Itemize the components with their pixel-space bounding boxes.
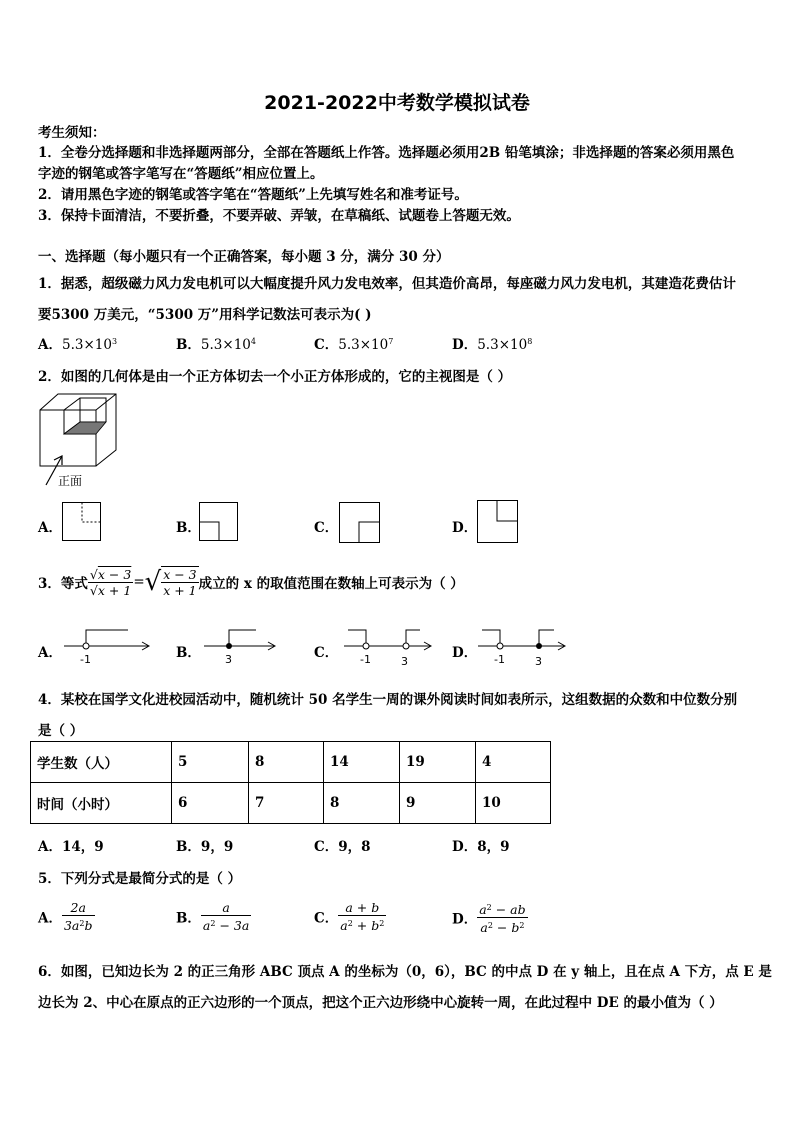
q5-option-b[interactable]: B． $\frac{a}{a^2 - 3a}$	[176, 900, 250, 933]
q3-rhs-fraction: $\frac{x - 3}{x + 1}$	[163, 567, 197, 598]
svg-text:3: 3	[225, 653, 232, 666]
table-cell: 学生数（人）	[31, 742, 172, 783]
table-cell: 时间（小时）	[31, 783, 172, 824]
q5-option-c[interactable]: C． $\frac{a + b}{a^2 + b^2}$	[314, 900, 385, 933]
q2-option-a[interactable]	[62, 502, 102, 542]
q6-line-2: 边长为 2、中心在原点的正六边形的一个顶点，把这个正六边形绕中心旋转一周，在此过程中 DE 的最小值为（ ）	[38, 995, 723, 1011]
table-cell: 14	[324, 742, 400, 783]
notice-line-3: 3．保持卡面清洁，不要折叠，不要弄破、弄皱，在草稿纸、试题卷上答题无效。	[38, 208, 520, 224]
q3-option-d[interactable]	[478, 626, 572, 670]
table-cell: 5	[172, 742, 249, 783]
q2-option-b[interactable]	[199, 502, 239, 542]
page-title: 2021-2022中考数学模拟试卷	[264, 92, 530, 114]
table-cell: 8	[324, 783, 400, 824]
q1-line-1: 1．据悉，超级磁力风力发电机可以大幅度提升风力发电效率，但其造价高昂，每座磁力风力发电机，其建造花费估计	[38, 276, 736, 292]
notice-line-1b: 字迹的钢笔或答字笔写在“答题纸”相应位置上。	[38, 166, 324, 182]
q2-label-d: D．	[452, 520, 478, 536]
q2-label-c: C．	[314, 520, 339, 536]
q3-label-c: C．	[314, 645, 339, 661]
q2-label-b: B．	[176, 520, 201, 536]
svg-text:-1: -1	[494, 653, 505, 666]
q3-label-a: A．	[38, 645, 62, 661]
q4-table	[30, 741, 551, 824]
q3-line: 3．等式 $\frac{√x - 3}{√x + 1}$ =√ $\frac{x - 3}{x + 1}$ 成立的 x 的取值范围在数轴上可表示为（ ）	[38, 566, 464, 598]
q2-label-a: A．	[38, 520, 62, 536]
q4-option-d[interactable]: D．8，9	[452, 839, 510, 855]
q5-option-a[interactable]: A． $\frac{2a}{3a^2b}$	[38, 900, 93, 933]
table-cell: 10	[476, 783, 551, 824]
q3-label-d: D．	[452, 645, 478, 661]
notice-line-2: 2．请用黑色字迹的钢笔或答字笔在“答题纸”上先填写姓名和准考证号。	[38, 187, 468, 203]
q4-option-c[interactable]: C．9，8	[314, 839, 371, 855]
svg-text:-1: -1	[360, 653, 371, 666]
q1-line-2: 要5300 万美元，“5300 万”用科学记数法可表示为( )	[38, 307, 372, 323]
q2-front-label: 正面	[58, 474, 83, 488]
q3-lhs-fraction: $\frac{√x - 3}{√x + 1}$	[89, 566, 132, 598]
q2-solid-figure	[36, 392, 126, 492]
q6-line-1: 6．如图，已知边长为 2 的正三角形 ABC 顶点 A 的坐标为（0，6），BC 的中点 D 在 y 轴上，且在点 A 下方，点 E 是	[38, 964, 772, 980]
q4-option-b[interactable]: B．9，9	[176, 839, 234, 855]
q3-option-a[interactable]	[64, 626, 154, 670]
notice-line-1a: 1．全卷分选择题和非选择题两部分，全部在答题纸上作答。选择题必须用2B 铅笔填涂；非选择题的答案必须用黑色	[38, 145, 735, 161]
section-heading: 一、选择题（每小题只有一个正确答案，每小题 3 分，满分 30 分）	[38, 249, 450, 265]
q2-option-d[interactable]	[477, 500, 519, 544]
table-cell: 7	[249, 783, 324, 824]
q4-line-2: 是（ ）	[38, 723, 84, 739]
table-cell: 8	[249, 742, 324, 783]
q5-option-d[interactable]: D． $\frac{a^2 - ab}{a^2 - b^2}$	[452, 902, 526, 935]
table-row	[31, 783, 551, 824]
table-row	[31, 742, 551, 783]
table-cell: 9	[400, 783, 476, 824]
q3-option-b[interactable]	[204, 626, 282, 670]
svg-text:3: 3	[401, 655, 408, 668]
q2-text: 2．如图的几何体是由一个正方体切去一个小正方体形成的，它的主视图是（ ）	[38, 369, 512, 385]
q1-option-c[interactable]: C．$5.3\times 10^7$	[314, 337, 394, 353]
q2-option-c[interactable]	[339, 502, 381, 544]
q5-text: 5．下列分式是最简分式的是（ ）	[38, 871, 242, 887]
table-cell: 6	[172, 783, 249, 824]
q3-label-b: B．	[176, 645, 201, 661]
table-cell: 4	[476, 742, 551, 783]
q1-option-a[interactable]: A．$5.3\times 10^3$	[38, 337, 118, 353]
q1-option-d[interactable]: D．$5.3\times 10^8$	[452, 337, 533, 353]
q4-line-1: 4．某校在国学文化进校园活动中，随机统计 50 名学生一周的课外阅读时间如表所示，这组数据的众数和中位数分别	[38, 692, 738, 708]
q4-option-a[interactable]: A．14，9	[38, 839, 104, 855]
table-cell: 19	[400, 742, 476, 783]
q1-option-b[interactable]: B．$5.3\times 10^4$	[176, 337, 256, 353]
svg-text:-1: -1	[80, 653, 91, 666]
q3-option-c[interactable]	[344, 626, 436, 670]
notice-heading: 考生须知：	[38, 125, 106, 141]
svg-text:3: 3	[535, 655, 542, 668]
